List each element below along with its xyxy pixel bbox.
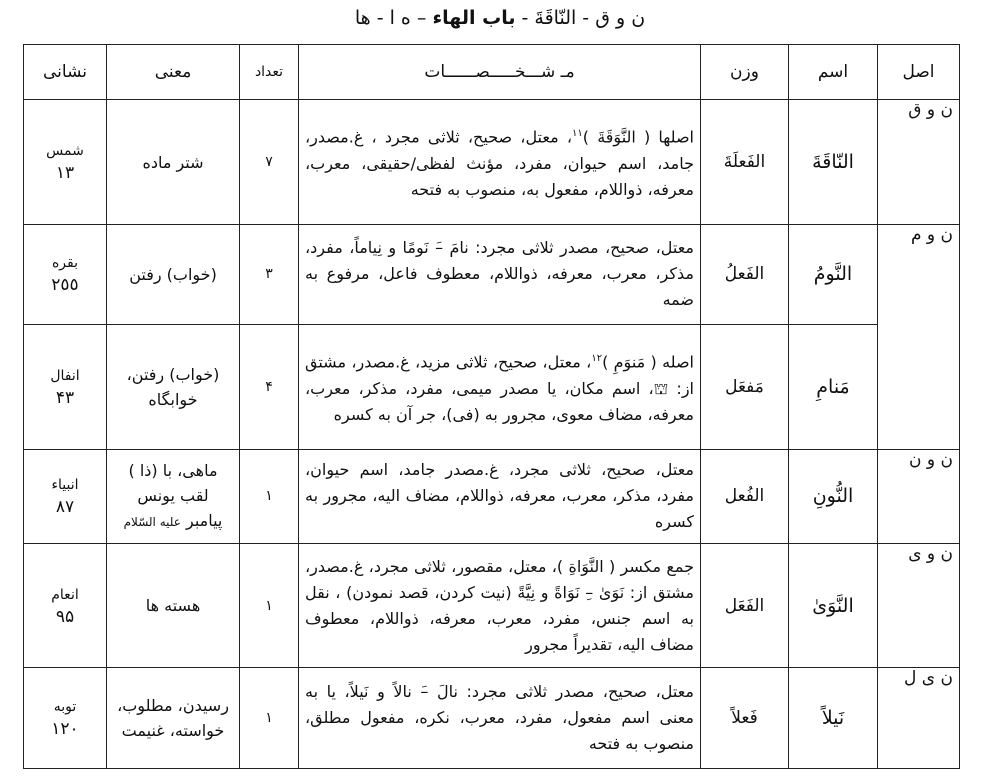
word-cell: النُّونِ [789, 450, 878, 544]
verse-number: ٢٥٥ [51, 275, 79, 296]
word-cell: النَّوَیٰ [789, 543, 878, 668]
footnote-ref: ١٢ [591, 353, 603, 365]
header-mushakhasat: مـ شـــخـــــصــــــات [299, 45, 701, 100]
table-row [24, 450, 960, 544]
page-title [0, 4, 1000, 32]
header-wazn: وزن [701, 45, 789, 100]
description-text: اصله ( مَنوَمِ ) [602, 352, 695, 372]
root-cell: ن ی ل [878, 668, 960, 769]
description-cell [299, 324, 701, 450]
description-cell [299, 100, 701, 225]
table-row [24, 668, 960, 769]
reference-cell [24, 324, 107, 450]
count-cell: ٧ [240, 100, 299, 225]
word-cell: النّاقَةَ [789, 100, 878, 225]
reference-cell [24, 224, 107, 324]
pattern-cell: الفَعَل [701, 543, 789, 668]
table-row [24, 100, 960, 225]
word-cell: مَنامِ [789, 324, 878, 450]
root-cell: ن و ی [878, 543, 960, 668]
reference-cell [24, 668, 107, 769]
meaning-cell: رسیدن، مطلوب، خواسته، غنیمت [107, 668, 240, 769]
meaning-line: لقب یونس [137, 485, 209, 505]
word-cell: النَّومُ [789, 224, 878, 324]
header-nishani: نشانی [24, 45, 107, 100]
description-cell: معتل، صحیح، مصدر ثلاثی مجرد: نالَ –َ نالاً و نَیلاً، یا به معنی اسم مفعول، مفرد، معرب، نکره، مفعول مطلق، منصوب به فتحه [299, 668, 701, 769]
header-row [24, 45, 960, 100]
verse-number: ٩۵ [55, 606, 75, 627]
surah-name: انعام [51, 586, 79, 603]
meaning-line: ماهی، با (ذا ) [128, 460, 218, 480]
meaning-cell [107, 450, 240, 544]
title-suffix: – ه ا - ها [354, 7, 433, 29]
reference-cell [24, 450, 107, 544]
meaning-cell: (خواب) رفتن، خوابگاه [107, 324, 240, 450]
count-cell: ٣ [240, 224, 299, 324]
meaning-cell: (خواب) رفتن [107, 224, 240, 324]
count-cell: ١ [240, 668, 299, 769]
pattern-cell: الفَعلُ [701, 224, 789, 324]
verse-number: ١٣ [55, 163, 75, 184]
verse-number: ١٢٠ [51, 719, 79, 740]
description-cell: معتل، صحیح، مصدر ثلاثی مجرد: نامَ –َ نَومًا و نِیاماً، مفرد، مذکر، معرب، معرفه، ذواللام، معطوف فاعل، مرفوع به ضمه [299, 224, 701, 324]
header-asl: اصل [878, 45, 960, 100]
honorific: علیه السّلام [123, 514, 181, 529]
table-row [24, 543, 960, 668]
meaning-cell: شتر ماده [107, 100, 240, 225]
pattern-cell: مَفعَل [701, 324, 789, 450]
pattern-cell: فَعلاً [701, 668, 789, 769]
count-cell: ١ [240, 450, 299, 544]
table-row [24, 324, 960, 450]
title-chapter: باب الهاء [432, 7, 516, 29]
surah-name: انبیاء [51, 477, 79, 494]
count-cell: ١ [240, 543, 299, 668]
title-prefix: ن و ق - النّاقَةَ - [515, 7, 646, 29]
table-row [24, 224, 960, 324]
count-cell: ۴ [240, 324, 299, 450]
verse-number: ۴٣ [55, 387, 75, 408]
word-cell: نَیلاً [789, 668, 878, 769]
header-mana: معنی [107, 45, 240, 100]
description-text: ، معتل، صحیح، ثلاثی مجرد ، غ.مصدر، جامد، اسم حیوان، مفرد، مؤنث لفظی/حقیقی، معرب، معرفه، ذواللام، مفعول به، منصوب به فتحه [305, 127, 694, 199]
lexicon-table [23, 44, 960, 769]
footnote-ref: ١١ [572, 128, 583, 140]
reference-cell [24, 100, 107, 225]
description-cell: جمع مکسر ( النَّوَاةِ )، معتل، مقصور، ثلاثی مجرد، غ.مصدر، مشتق از: نَوَیٰ –ِ نَوَاةً و نِیَّةً (نیت کردن، قصد نمودن) ، نقل به اسم جنس، مفرد، معرب، معرفه، ذواللام، معطوف مضاف الیه، تقدیراً مجرور [299, 543, 701, 668]
surah-name: انفال [50, 367, 80, 384]
description-text: ، معتل، صحیح، ثلاثی مزید، غ.مصدر، مشتق از: ⛫، اسم مکان، یا مصدر میمی، مفرد، مذکر، معرب، معرفه، مضاف معوی، مجرور به (فی)، جر آن به کسره [305, 352, 694, 424]
surah-name: بقره [51, 255, 79, 272]
pattern-cell: الفَعلَةَ [701, 100, 789, 225]
verse-number: ٨٧ [55, 497, 75, 518]
root-cell: ن و م [878, 224, 960, 449]
meaning-line: پیامبر [186, 510, 223, 530]
header-ism: اسم [789, 45, 878, 100]
pattern-cell: الفُعل [701, 450, 789, 544]
root-cell: ن و ق [878, 100, 960, 225]
surah-name: توبه [53, 699, 77, 716]
description-text: اصلها ( النَّوَقَةَ ) [582, 127, 695, 147]
description-cell: معتل، صحیح، ثلاثی مجرد، غ.مصدر جامد، اسم حیوان، مفرد، مذکر، معرب، معرفه، ذواللام، مضاف الیه، مجرور به کسره [299, 450, 701, 544]
reference-cell [24, 543, 107, 668]
surah-name: شمس [46, 143, 84, 160]
root-cell: ن و ن [878, 450, 960, 544]
header-tedad: تعداد [240, 45, 299, 100]
meaning-cell: هسته ها [107, 543, 240, 668]
